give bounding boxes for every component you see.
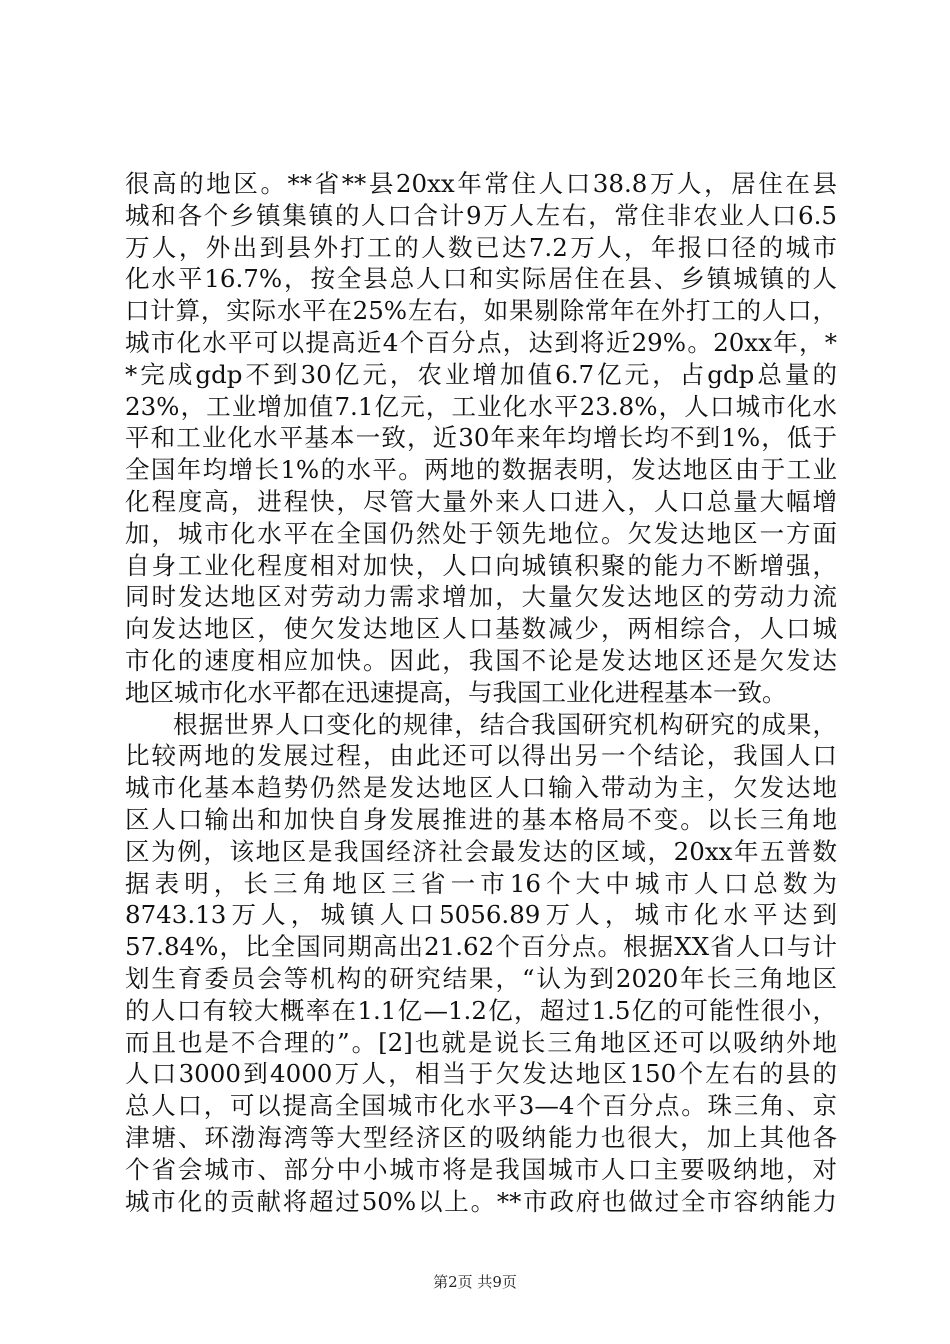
text-line: 万人，外出到县外打工的人数已达7.2万人，年报口径的城市	[125, 232, 837, 262]
text-line: 很高的地区。**省**县20xx年常住人口38.8万人，居住在县	[125, 169, 837, 198]
text-line: 平和工业化水平基本一致，近30年来年均增长均不到1%，低于	[125, 423, 837, 453]
text-line: 57.84%，比全国同期高出21.62个百分点。根据XX省人口与计	[125, 932, 837, 962]
text-line: 划生育委员会等机构的研究结果，“认为到2020年长三角地区	[125, 963, 837, 993]
body-text	[125, 168, 837, 1217]
text-line: 23%，工业增加值7.1亿元，工业化水平23.8%，人口城市化水	[125, 391, 837, 421]
text-line: 地区城市化水平都在迅速提高，与我国工业化进程基本一致。	[125, 677, 787, 707]
text-line: 个省会城市、部分中小城市将是我国城市人口主要吸纳地，对	[125, 1154, 837, 1184]
text-line: 区为例，该地区是我国经济社会最发达的区域，20xx年五普数	[125, 836, 837, 866]
text-line: 加，城市化水平在全国仍然处于领先地位。欠发达地区一方面	[125, 518, 837, 548]
text-line: *完成gdp不到30亿元，农业增加值6.7亿元，占gdp总量的	[125, 359, 837, 389]
page-footer: 第2页 共9页	[433, 1273, 517, 1291]
text-line: 人口3000到4000万人，相当于欠发达地区150个左右的县的	[125, 1059, 837, 1089]
text-line: 城和各个乡镇集镇的人口合计9万人左右，常住非农业人口6.5	[125, 200, 837, 230]
text-line: 化水平16.7%，按全县总人口和实际居住在县、乡镇城镇的人	[125, 264, 837, 294]
text-line: 全国年均增长1%的水平。两地的数据表明，发达地区由于工业	[125, 455, 837, 485]
text-line: 根据世界人口变化的规律，结合我国研究机构研究的成果，	[173, 709, 837, 739]
text-line: 8743.13万人，城镇人口5056.89万人，城市化水平达到	[125, 900, 837, 930]
text-line: 据表明，长三角地区三省一市16个大中城市人口总数为	[125, 868, 837, 898]
text-line: 津塘、环渤海湾等大型经济区的吸纳能力也很大，加上其他各	[125, 1122, 837, 1152]
text-line: 城市化基本趋势仍然是发达地区人口输入带动为主，欠发达地	[125, 773, 837, 803]
text-line: 市化的速度相应加快。因此，我国不论是发达地区还是欠发达	[125, 645, 837, 675]
text-line: 区人口输出和加快自身发展推进的基本格局不变。以长三角地	[125, 804, 837, 834]
text-line: 自身工业化程度相对加快，人口向城镇积聚的能力不断增强，	[125, 550, 837, 580]
text-line: 总人口，可以提高全国城市化水平3—4个百分点。珠三角、京	[125, 1091, 837, 1121]
text-line: 比较两地的发展过程，由此还可以得出另一个结论，我国人口	[125, 741, 837, 771]
text-line: 同时发达地区对劳动力需求增加，大量欠发达地区的劳动力流	[125, 582, 837, 612]
text-line: 城市化水平可以提高近4个百分点，达到将近29%。20xx年，*	[125, 327, 837, 357]
text-line: 的人口有较大概率在1.1亿—1.2亿，超过1.5亿的可能性很小，	[125, 995, 837, 1025]
text-line: 化程度高，进程快，尽管大量外来人口进入，人口总量大幅增	[125, 486, 837, 516]
text-line: 而且也是不合理的”。[2]也就是说长三角地区还可以吸纳外地	[125, 1027, 837, 1057]
text-line: 口计算，实际水平在25%左右，如果剔除常年在外打工的人口，	[125, 296, 837, 326]
text-line: 向发达地区，使欠发达地区人口基数减少，两相综合，人口城	[125, 614, 837, 644]
text-line: 城市化的贡献将超过50%以上。**市政府也做过全市容纳能力	[125, 1186, 837, 1216]
